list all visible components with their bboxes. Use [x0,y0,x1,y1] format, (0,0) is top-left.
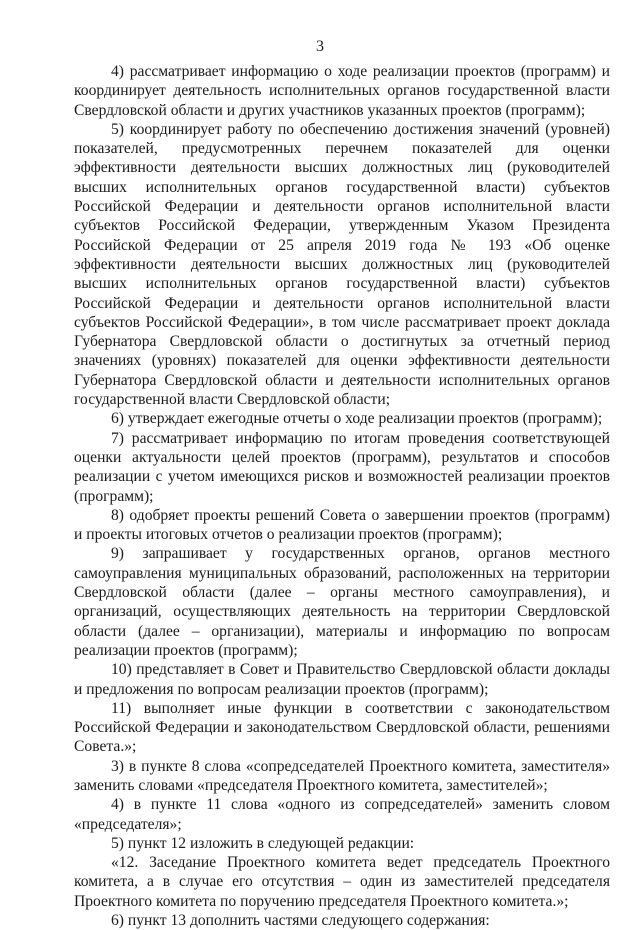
paragraph: 3) в пункте 8 слова «сопредседателей Проектного комитета, заместителя» заменить словами «председателя Проектного комитета, заместителей»; [74,757,610,794]
paragraph: 7) рассматривает информацию по итогам проведения соответствующей оценки актуальности целей проектов (программ), результатов и способов реализации с учетом имеющихся рисков и возможностей реализации проектов (программ); [74,429,610,505]
paragraph: 11) выполняет иные функции в соответствии с законодательством Российской Федерации и законодательством Свердловской области, решениями Совета.»; [74,699,610,756]
paragraph: «12. Заседание Проектного комитета ведет председатель Проектного комитета, а в случае его отсутствия – один из заместителей председателя Проектного комитета по поручению председателя Проектного комитета.»; [74,854,610,910]
paragraph: 6) утверждает ежегодные отчеты о ходе реализации проектов (программ); [111,410,603,428]
document-body [74,62,610,930]
paragraph: 10) представляет в Совет и Правительство Свердловской области доклады и предложения по вопросам реализации проектов (программ); [74,661,610,698]
page-number: 3 [316,38,324,55]
paragraph: 9) запрашивает у государственных органов, органов местного самоуправления муниципальных образований, расположенных на территории Свердловской области (далее – органы местного самоуправления), и организаций, осуществляющих деятельность на территории Свердловской области (далее – организации), материалы и информацию по вопросам реализации проектов (программ); [74,545,610,659]
paragraph: 8) одобряет проекты решений Совета о завершении проектов (программ) и проекты итоговых отчетов о реализации проектов (программ); [74,506,610,544]
paragraph: 4) в пункте 11 слова «одного из сопредседателей» заменить словом «председателя»; [74,796,610,833]
paragraph: 5) пункт 12 изложить в следующей редакции: [111,834,415,852]
paragraph: 4) рассматривает информацию о ходе реализации проектов (программ) и координирует деятельность исполнительных органов государственной власти Свердловской области и других участников указанных проектов (программ); [74,63,610,119]
paragraph: 6) пункт 13 дополнить частями следующего содержания: [111,912,490,930]
paragraph: 5) координирует работу по обеспечению достижения значений (уровней) показателей, предусмотренных перечнем показателей для оценки эффективности деятельности высших должностных лиц (руководителей высших исполнительных органов государственной власти) субъектов Российской Федерации и деятельности органов исполнительной власти субъектов Российской Федерации, утвержденным Указом Президента Российской Федерации от 25 апреля 2019 года № 193 «Об оценке эффективности деятельности высших должностных лиц (руководителей высших исполнительных органов государственной власти) субъектов Российской Федерации и деятельности органов исполнительной власти субъектов Российской Федерации», в том числе рассматривает проект доклада Губернатора Свердловской области о достигнутых за отчетный период значениях (уровнях) показателей для оценки эффективности деятельности Губернатора Свердловской области и деятельности исполнительных органов государственной власти Свердловской области; [74,120,610,409]
